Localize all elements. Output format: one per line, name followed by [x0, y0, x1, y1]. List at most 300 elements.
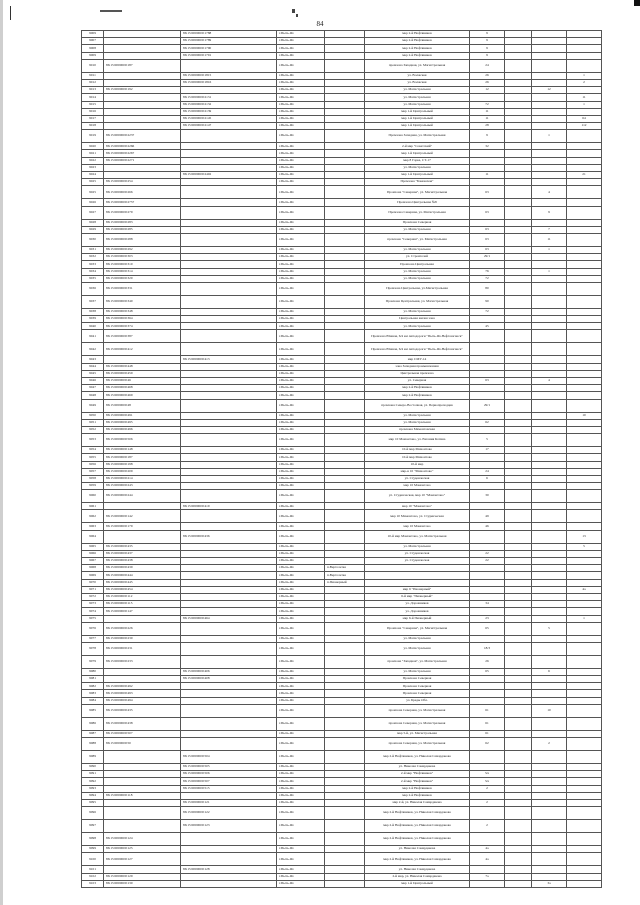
cell-address: ул. Студенческая: [365, 550, 470, 557]
cell-count-2: [505, 475, 532, 482]
cell-count-3: [532, 676, 567, 683]
table-row: [82, 31, 602, 38]
cell-code-b: [181, 642, 277, 655]
table-row: [82, 172, 602, 179]
cell-no: 9069: [82, 572, 104, 579]
cell-count-3: [532, 150, 567, 157]
cell-count-4: [567, 608, 602, 615]
cell-note: [325, 226, 365, 233]
cell-no: 9090: [82, 764, 104, 771]
cell-no: 9054: [82, 447, 104, 454]
cell-locality: г.Пыть-Ях: [277, 565, 325, 572]
cell-count-4: [567, 668, 602, 675]
cell-count-3: [532, 778, 567, 785]
cell-code-b: [181, 543, 277, 550]
cell-code-b: 86:15:0000000:1816: [181, 79, 277, 86]
cell-count-3: [532, 38, 567, 45]
cell-code-a: [104, 172, 181, 179]
cell-note: [325, 275, 365, 282]
cell-count-3: [532, 615, 567, 622]
table-row: [82, 123, 602, 130]
cell-count-4: [567, 38, 602, 45]
cell-address: Центральная промзона: [365, 370, 470, 377]
cell-no: 9014: [82, 94, 104, 101]
cell-count-1: [470, 157, 505, 164]
cell-count-1: [470, 608, 505, 615]
cell-locality: г.Пыть-Ях: [277, 370, 325, 377]
cell-code-a: [104, 79, 181, 86]
cell-note: [325, 807, 365, 820]
cell-locality: г.Пыть-Ях: [277, 690, 325, 697]
table-row: [82, 108, 602, 115]
cell-address: мкр 1-й Центральный: [365, 150, 470, 157]
cell-note: [325, 316, 365, 323]
cell-locality: г.Пыть-Ях: [277, 87, 325, 94]
cell-code-b: [181, 683, 277, 690]
cell-note: [325, 468, 365, 475]
cell-no: 9019: [82, 130, 104, 143]
cell-locality: г.Пыть-Ях: [277, 655, 325, 668]
cell-code-b: [181, 206, 277, 219]
cell-count-2: [505, 635, 532, 642]
cell-code-a: 86:15:0000000:244: [104, 490, 181, 503]
cell-count-4: [567, 697, 602, 704]
table-row: [82, 550, 602, 557]
cell-code-b: [181, 454, 277, 461]
cell-count-4: [567, 363, 602, 370]
cell-count-3: [532, 399, 567, 412]
cell-count-3: [532, 282, 567, 295]
cell-address: мкр 2-й, ул. Николая Самардакова: [365, 799, 470, 806]
cell-no: 9102: [82, 873, 104, 880]
cell-count-3: 2: [532, 738, 567, 751]
cell-no: 9089: [82, 751, 104, 764]
cell-count-2: [505, 268, 532, 275]
cell-no: 9045: [82, 370, 104, 377]
cell-note: [325, 157, 365, 164]
cell-locality: г.Пыть-Ях: [277, 704, 325, 717]
cell-code-a: 86:15:0000000:187: [104, 59, 181, 72]
cell-code-a: 86:15:0000000:50: [104, 738, 181, 751]
cell-count-2: [505, 690, 532, 697]
cell-code-b: [181, 635, 277, 642]
cell-locality: г.Пыть-Ях: [277, 254, 325, 261]
cell-note: [325, 179, 365, 186]
cell-count-2: [505, 792, 532, 799]
cell-count-3: [532, 385, 567, 392]
cell-count-4: [567, 572, 602, 579]
cell-count-4: 64: [567, 115, 602, 122]
cell-count-1: 62: [470, 419, 505, 426]
cell-locality: г.Пыть-Ях: [277, 226, 325, 233]
cell-code-b: [181, 601, 277, 608]
cell-count-2: [505, 115, 532, 122]
cell-note: [325, 799, 365, 806]
cell-address: мкр 2-й Нефтяников: [365, 385, 470, 392]
scan-mark: [100, 10, 122, 12]
cell-count-2: [505, 157, 532, 164]
cell-code-b: [181, 246, 277, 253]
cell-note: [325, 751, 365, 764]
cell-address: мкр 2-й Нефтяников: [365, 31, 470, 38]
cell-no: 9029: [82, 226, 104, 233]
cell-count-2: [505, 412, 532, 419]
table-row: [82, 642, 602, 655]
cell-count-2: [505, 330, 532, 343]
cell-count-2: [505, 186, 532, 199]
cell-count-4: [567, 799, 602, 806]
cell-count-4: [567, 820, 602, 833]
table-row: [82, 807, 602, 820]
cell-count-1: 26: [470, 72, 505, 79]
cell-address: мкр 1-й Центральный: [365, 123, 470, 130]
cell-address: ул. Дорожников: [365, 601, 470, 608]
cell-no: 9046: [82, 378, 104, 385]
cell-code-a: [104, 785, 181, 792]
cell-count-3: 7: [532, 226, 567, 233]
table-row: [82, 717, 602, 730]
cell-code-b: 86:15:0000000:128: [181, 866, 277, 873]
cell-note: [325, 172, 365, 179]
cell-note: [325, 150, 365, 157]
cell-locality: г.Пыть-Ях: [277, 426, 325, 433]
table-row: [82, 179, 602, 186]
cell-count-1: 12: [470, 87, 505, 94]
cell-address: мкр 2-й Нефтяников, ул. Николая Самардакова: [365, 820, 470, 833]
cell-code-b: [181, 697, 277, 704]
cell-locality: г.Пыть-Ях: [277, 738, 325, 751]
cell-count-3: [532, 316, 567, 323]
cell-code-b: [181, 164, 277, 171]
cell-count-2: [505, 143, 532, 150]
cell-count-4: [567, 219, 602, 226]
cell-locality: г.Пыть-Ях: [277, 792, 325, 799]
cell-no: 9094: [82, 792, 104, 799]
cell-count-4: [567, 676, 602, 683]
cell-locality: г.Пыть-Ях: [277, 586, 325, 593]
cell-count-1: 45: [470, 323, 505, 330]
cell-code-b: [181, 233, 277, 246]
cell-count-3: [532, 655, 567, 668]
table-row: [82, 330, 602, 343]
cell-note: [325, 608, 365, 615]
cell-count-1: [470, 593, 505, 600]
cell-count-4: [567, 461, 602, 468]
cell-code-b: 86:15:0000000:1789: [181, 38, 277, 45]
table-row: [82, 52, 602, 59]
cell-code-a: 86:15:0000000:179: [104, 523, 181, 530]
cell-address: промзона Северо-Восточная, ул. Первопроходцев: [365, 399, 470, 412]
cell-locality: г.Пыть-Ях: [277, 873, 325, 880]
cell-address: ул. Дорожников: [365, 608, 470, 615]
cell-code-a: 86:15:0000000:469: [104, 392, 181, 399]
cell-count-1: 72: [470, 275, 505, 282]
cell-count-3: [532, 866, 567, 873]
cell-no: 9036: [82, 282, 104, 295]
cell-address: Промзона Южная, 6/4 км Автодороги "Пыть-Ях-Нефтеюганск": [365, 330, 470, 343]
cell-count-3: [532, 799, 567, 806]
cell-count-1: [470, 530, 505, 543]
cell-code-a: 86:15:0000000:496: [104, 426, 181, 433]
cell-count-2: [505, 226, 532, 233]
cell-no: 9057: [82, 468, 104, 475]
cell-count-1: [470, 94, 505, 101]
cell-code-a: [104, 123, 181, 130]
cell-count-4: [567, 447, 602, 454]
cell-count-4: [567, 370, 602, 377]
cell-count-2: [505, 565, 532, 572]
cell-count-4: 112: [567, 123, 602, 130]
registry-table: [81, 30, 602, 888]
cell-address: ул. Николая Самардакова: [365, 846, 470, 853]
cell-count-1: 62: [470, 738, 505, 751]
cell-count-2: [505, 31, 532, 38]
cell-address: Промзона Северная: [365, 676, 470, 683]
table-row: [82, 608, 602, 615]
cell-code-a: [104, 94, 181, 101]
cell-count-3: [532, 635, 567, 642]
cell-count-3: [532, 764, 567, 771]
cell-code-b: [181, 572, 277, 579]
cell-count-2: [505, 778, 532, 785]
cell-note: [325, 206, 365, 219]
cell-count-4: [567, 475, 602, 482]
cell-count-4: [567, 738, 602, 751]
cell-count-4: [567, 179, 602, 186]
cell-address: ул. Волжская: [365, 79, 470, 86]
cell-note: [325, 101, 365, 108]
cell-count-3: [532, 199, 567, 206]
cell-locality: г.Пыть-Ях: [277, 475, 325, 482]
cell-no: 9051: [82, 419, 104, 426]
cell-code-a: 86:15:0000000:364: [104, 316, 181, 323]
cell-note: [325, 31, 365, 38]
cell-note: [325, 717, 365, 730]
cell-locality: г.Пыть-Ях: [277, 771, 325, 778]
cell-code-b: 86:15:0000000:436: [181, 530, 277, 543]
cell-count-3: [532, 363, 567, 370]
cell-code-a: 86:15:0000000:2271: [104, 157, 181, 164]
cell-address: промзона "Северная", ул. Магистральная: [365, 233, 470, 246]
cell-code-b: 86:15:0000000:122: [181, 807, 277, 820]
cell-code-a: 86:15:0000000:491: [104, 412, 181, 419]
cell-count-2: [505, 164, 532, 171]
cell-count-2: [505, 461, 532, 468]
cell-no: 9044: [82, 363, 104, 370]
table-row: [82, 792, 602, 799]
cell-count-1: 22: [470, 558, 505, 565]
cell-count-4: [567, 45, 602, 52]
cell-code-b: [181, 199, 277, 206]
cell-count-3: [532, 343, 567, 356]
cell-note: [325, 461, 365, 468]
cell-no: 9040: [82, 323, 104, 330]
cell-code-a: [104, 771, 181, 778]
cell-count-1: [470, 261, 505, 268]
cell-no: 9076: [82, 622, 104, 635]
cell-locality: г.Пыть-Ях: [277, 412, 325, 419]
table-row: [82, 572, 602, 579]
table-row: [82, 254, 602, 261]
cell-code-a: [104, 799, 181, 806]
table-row: [82, 820, 602, 833]
table-row: [82, 558, 602, 565]
cell-count-4: 4а: [567, 586, 602, 593]
cell-count-3: [532, 558, 567, 565]
table-row: [82, 475, 602, 482]
cell-locality: г.Пыть-Ях: [277, 608, 325, 615]
table-row: [82, 454, 602, 461]
cell-count-3: [532, 108, 567, 115]
table-body: [82, 31, 602, 888]
cell-locality: г.Пыть-Ях: [277, 799, 325, 806]
cell-locality: г.Пыть-Ях: [277, 558, 325, 565]
cell-note: [325, 308, 365, 315]
cell-code-a: 86:15:0000000:48: [104, 399, 181, 412]
cell-note: [325, 690, 365, 697]
cell-no: 9009: [82, 31, 104, 38]
table-row: [82, 615, 602, 622]
cell-count-1: 34: [470, 601, 505, 608]
cell-address: промзона Северная, ул. Магистральная: [365, 704, 470, 717]
cell-count-3: [532, 601, 567, 608]
cell-locality: г.Пыть-Ях: [277, 697, 325, 704]
cell-note: [325, 72, 365, 79]
cell-no: 9030: [82, 233, 104, 246]
cell-count-1: 90: [470, 295, 505, 308]
cell-no: 9026: [82, 199, 104, 206]
cell-code-b: 86:15:0000000:507: [181, 778, 277, 785]
cell-no: 9061: [82, 503, 104, 510]
cell-count-1: 9: [470, 52, 505, 59]
cell-code-a: 86:15:0000000:209: [104, 468, 181, 475]
cell-count-1: [470, 635, 505, 642]
cell-count-2: [505, 683, 532, 690]
cell-count-3: [532, 59, 567, 72]
cell-code-b: [181, 622, 277, 635]
cell-code-b: [181, 730, 277, 737]
cell-code-a: 86:15:0000000:494: [104, 697, 181, 704]
cell-address: [365, 579, 470, 586]
cell-note: [325, 282, 365, 295]
cell-note: [325, 94, 365, 101]
cell-count-3: [532, 94, 567, 101]
cell-address: промзона "Западная", ул. Магистральная: [365, 655, 470, 668]
cell-count-2: [505, 454, 532, 461]
cell-count-2: [505, 668, 532, 675]
cell-count-1: 9: [470, 130, 505, 143]
cell-count-1: 23: [470, 615, 505, 622]
cell-note: [325, 550, 365, 557]
cell-note: [325, 510, 365, 523]
cell-note: [325, 475, 365, 482]
cell-count-2: [505, 392, 532, 399]
cell-note: [325, 635, 365, 642]
table-row: [82, 72, 602, 79]
cell-locality: г.Пыть-Ях: [277, 635, 325, 642]
cell-address: мкр 1-й Центральный: [365, 108, 470, 115]
cell-count-3: [532, 426, 567, 433]
cell-count-1: 72: [470, 101, 505, 108]
cell-no: 9103: [82, 880, 104, 887]
cell-no: 9083: [82, 690, 104, 697]
cell-address: 10-й мкр Мамонтово, ул. Магистральная: [365, 530, 470, 543]
cell-count-2: [505, 510, 532, 523]
cell-locality: г.Пыть-Ях: [277, 642, 325, 655]
cell-note: [325, 45, 365, 52]
cell-code-a: 86:15:0000000:438: [104, 558, 181, 565]
cell-code-b: [181, 579, 277, 586]
cell-count-1: [470, 316, 505, 323]
cell-code-b: [181, 399, 277, 412]
cell-note: [325, 392, 365, 399]
cell-count-2: [505, 615, 532, 622]
cell-code-b: 86:15:0000000:506: [181, 771, 277, 778]
cell-code-a: 86:15:0000000:283: [104, 219, 181, 226]
cell-address: [365, 565, 470, 572]
cell-count-4: [567, 268, 602, 275]
cell-address: 2-й мкр "Нефтяников": [365, 771, 470, 778]
cell-address: мкр 2-й Нефтяников: [365, 785, 470, 792]
table-row: [82, 157, 602, 164]
cell-no: 9053: [82, 434, 104, 447]
cell-address: Промзона Центральная, ул. Магистральная: [365, 295, 470, 308]
cell-address: ул. Магистральная: [365, 635, 470, 642]
cell-code-a: 86:15:0000000:279: [104, 206, 181, 219]
cell-count-3: [532, 771, 567, 778]
cell-count-4: 1: [567, 101, 602, 108]
cell-count-4: 1: [567, 72, 602, 79]
cell-count-3: [532, 254, 567, 261]
cell-locality: г.Пыть-Ях: [277, 31, 325, 38]
cell-note: [325, 295, 365, 308]
cell-code-b: 86:15:0000000:419: [181, 503, 277, 510]
cell-code-b: 86:15:0000000:406: [181, 668, 277, 675]
cell-locality: г.Пыть-Ях: [277, 275, 325, 282]
cell-count-4: [567, 550, 602, 557]
cell-note: [325, 454, 365, 461]
cell-count-2: [505, 468, 532, 475]
cell-code-a: 86:15:0000000:46: [104, 378, 181, 385]
table-row: [82, 275, 602, 282]
cell-count-3: [532, 101, 567, 108]
cell-code-a: [104, 503, 181, 510]
cell-count-1: 72: [470, 308, 505, 315]
cell-count-4: [567, 31, 602, 38]
cell-count-3: [532, 419, 567, 426]
page-number: 84: [316, 20, 324, 28]
cell-count-2: [505, 697, 532, 704]
cell-count-2: [505, 530, 532, 543]
cell-code-a: 86:15:0000000:448: [104, 363, 181, 370]
cell-count-4: [567, 873, 602, 880]
cell-code-a: 86:15:0000000:147: [104, 608, 181, 615]
cell-count-1: 4а: [470, 853, 505, 866]
cell-address: мкр 2-й Нефтяников, ул. Николая Самардакова: [365, 807, 470, 820]
cell-note: п.Вертолетка: [325, 572, 365, 579]
cell-count-2: [505, 370, 532, 377]
cell-code-a: 86:15:0000000:124: [104, 833, 181, 846]
cell-code-b: 86:15:0000000:464: [181, 615, 277, 622]
cell-count-1: 63: [470, 226, 505, 233]
cell-count-4: [567, 622, 602, 635]
cell-count-1: 2: [470, 785, 505, 792]
cell-note: [325, 642, 365, 655]
cell-count-2: [505, 593, 532, 600]
cell-code-b: 86:15:0000000:2402: [181, 172, 277, 179]
table-row: [82, 771, 602, 778]
scan-mark: [292, 9, 295, 13]
